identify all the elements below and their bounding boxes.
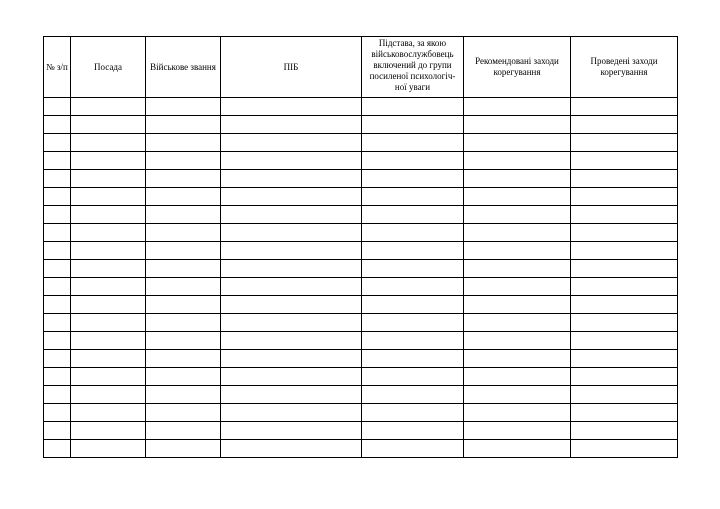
cell-recommended-measures (464, 188, 571, 206)
cell-military-rank (146, 188, 221, 206)
cell-basis (362, 98, 464, 116)
cell-number (44, 386, 71, 404)
cell-military-rank (146, 404, 221, 422)
cell-conducted-measures (571, 350, 678, 368)
header-full-name: ПІБ (221, 37, 362, 98)
cell-recommended-measures (464, 152, 571, 170)
cell-full-name (221, 116, 362, 134)
header-basis: Підстава, за якою військовослужбовець включений до групи посиленої психологіч-ної уваги (362, 37, 464, 98)
cell-military-rank (146, 422, 221, 440)
cell-position (71, 296, 146, 314)
cell-basis (362, 170, 464, 188)
cell-military-rank (146, 98, 221, 116)
table-row (44, 170, 678, 188)
register-table (43, 36, 678, 458)
cell-basis (362, 188, 464, 206)
cell-full-name (221, 206, 362, 224)
cell-conducted-measures (571, 368, 678, 386)
cell-recommended-measures (464, 224, 571, 242)
cell-recommended-measures (464, 368, 571, 386)
table-row (44, 368, 678, 386)
cell-number (44, 134, 71, 152)
cell-number (44, 206, 71, 224)
cell-basis (362, 224, 464, 242)
cell-conducted-measures (571, 422, 678, 440)
cell-conducted-measures (571, 404, 678, 422)
cell-basis (362, 206, 464, 224)
cell-position (71, 422, 146, 440)
cell-position (71, 278, 146, 296)
cell-conducted-measures (571, 224, 678, 242)
cell-position (71, 242, 146, 260)
cell-position (71, 188, 146, 206)
cell-basis (362, 350, 464, 368)
cell-number (44, 314, 71, 332)
cell-military-rank (146, 152, 221, 170)
header-recommended-measures: Рекомендовані заходи корегування (464, 37, 571, 98)
cell-position (71, 134, 146, 152)
cell-full-name (221, 152, 362, 170)
cell-basis (362, 152, 464, 170)
cell-recommended-measures (464, 422, 571, 440)
table-row (44, 278, 678, 296)
cell-number (44, 98, 71, 116)
cell-military-rank (146, 314, 221, 332)
cell-basis (362, 422, 464, 440)
cell-number (44, 350, 71, 368)
cell-military-rank (146, 260, 221, 278)
table-row (44, 224, 678, 242)
table-row (44, 404, 678, 422)
cell-conducted-measures (571, 134, 678, 152)
table-row (44, 440, 678, 458)
cell-full-name (221, 260, 362, 278)
cell-military-rank (146, 116, 221, 134)
cell-conducted-measures (571, 188, 678, 206)
cell-recommended-measures (464, 332, 571, 350)
cell-basis (362, 332, 464, 350)
cell-basis (362, 368, 464, 386)
cell-recommended-measures (464, 314, 571, 332)
cell-conducted-measures (571, 440, 678, 458)
cell-position (71, 170, 146, 188)
cell-recommended-measures (464, 242, 571, 260)
cell-number (44, 440, 71, 458)
table-header-row (44, 37, 678, 98)
cell-full-name (221, 242, 362, 260)
cell-conducted-measures (571, 98, 678, 116)
cell-military-rank (146, 242, 221, 260)
cell-military-rank (146, 170, 221, 188)
cell-full-name (221, 188, 362, 206)
cell-recommended-measures (464, 134, 571, 152)
cell-position (71, 350, 146, 368)
cell-number (44, 278, 71, 296)
cell-full-name (221, 134, 362, 152)
cell-conducted-measures (571, 314, 678, 332)
cell-full-name (221, 440, 362, 458)
cell-military-rank (146, 386, 221, 404)
table-row (44, 422, 678, 440)
cell-conducted-measures (571, 116, 678, 134)
table-row (44, 134, 678, 152)
table-row (44, 98, 678, 116)
table-row (44, 350, 678, 368)
cell-conducted-measures (571, 206, 678, 224)
cell-full-name (221, 98, 362, 116)
cell-conducted-measures (571, 260, 678, 278)
cell-basis (362, 278, 464, 296)
cell-conducted-measures (571, 170, 678, 188)
cell-position (71, 440, 146, 458)
cell-number (44, 242, 71, 260)
cell-number (44, 170, 71, 188)
header-conducted-measures: Проведені заходи корегування (571, 37, 678, 98)
cell-number (44, 152, 71, 170)
cell-recommended-measures (464, 404, 571, 422)
cell-recommended-measures (464, 350, 571, 368)
cell-number (44, 368, 71, 386)
cell-basis (362, 404, 464, 422)
table-row (44, 332, 678, 350)
cell-number (44, 116, 71, 134)
cell-recommended-measures (464, 206, 571, 224)
cell-military-rank (146, 206, 221, 224)
cell-full-name (221, 314, 362, 332)
cell-military-rank (146, 368, 221, 386)
cell-military-rank (146, 278, 221, 296)
cell-full-name (221, 350, 362, 368)
cell-number (44, 224, 71, 242)
header-military-rank: Військове звання (146, 37, 221, 98)
cell-position (71, 386, 146, 404)
header-position: Посада (71, 37, 146, 98)
cell-full-name (221, 296, 362, 314)
cell-basis (362, 134, 464, 152)
cell-number (44, 188, 71, 206)
cell-military-rank (146, 440, 221, 458)
cell-recommended-measures (464, 260, 571, 278)
header-number: № з/п (44, 37, 71, 98)
cell-full-name (221, 170, 362, 188)
cell-number (44, 296, 71, 314)
table-row (44, 152, 678, 170)
table-body (44, 98, 678, 458)
cell-military-rank (146, 224, 221, 242)
cell-number (44, 260, 71, 278)
cell-recommended-measures (464, 296, 571, 314)
cell-basis (362, 440, 464, 458)
cell-number (44, 332, 71, 350)
cell-position (71, 206, 146, 224)
cell-recommended-measures (464, 170, 571, 188)
cell-conducted-measures (571, 386, 678, 404)
cell-full-name (221, 278, 362, 296)
cell-basis (362, 260, 464, 278)
cell-position (71, 98, 146, 116)
cell-conducted-measures (571, 278, 678, 296)
cell-position (71, 116, 146, 134)
cell-full-name (221, 368, 362, 386)
cell-conducted-measures (571, 332, 678, 350)
cell-conducted-measures (571, 242, 678, 260)
table-row (44, 296, 678, 314)
table-row (44, 260, 678, 278)
table-row (44, 116, 678, 134)
cell-full-name (221, 404, 362, 422)
cell-full-name (221, 332, 362, 350)
cell-position (71, 368, 146, 386)
cell-basis (362, 242, 464, 260)
cell-recommended-measures (464, 440, 571, 458)
cell-number (44, 404, 71, 422)
cell-position (71, 152, 146, 170)
cell-basis (362, 314, 464, 332)
cell-military-rank (146, 134, 221, 152)
cell-military-rank (146, 350, 221, 368)
cell-position (71, 314, 146, 332)
cell-full-name (221, 422, 362, 440)
table-row (44, 206, 678, 224)
cell-military-rank (146, 332, 221, 350)
table-row (44, 386, 678, 404)
table-row (44, 242, 678, 260)
cell-full-name (221, 224, 362, 242)
cell-basis (362, 386, 464, 404)
table-row (44, 314, 678, 332)
cell-recommended-measures (464, 116, 571, 134)
cell-position (71, 224, 146, 242)
cell-basis (362, 296, 464, 314)
cell-position (71, 332, 146, 350)
cell-basis (362, 116, 464, 134)
cell-number (44, 422, 71, 440)
cell-recommended-measures (464, 386, 571, 404)
cell-military-rank (146, 296, 221, 314)
cell-recommended-measures (464, 278, 571, 296)
cell-conducted-measures (571, 296, 678, 314)
cell-full-name (221, 386, 362, 404)
table-row (44, 188, 678, 206)
cell-recommended-measures (464, 98, 571, 116)
cell-position (71, 404, 146, 422)
cell-position (71, 260, 146, 278)
cell-conducted-measures (571, 152, 678, 170)
